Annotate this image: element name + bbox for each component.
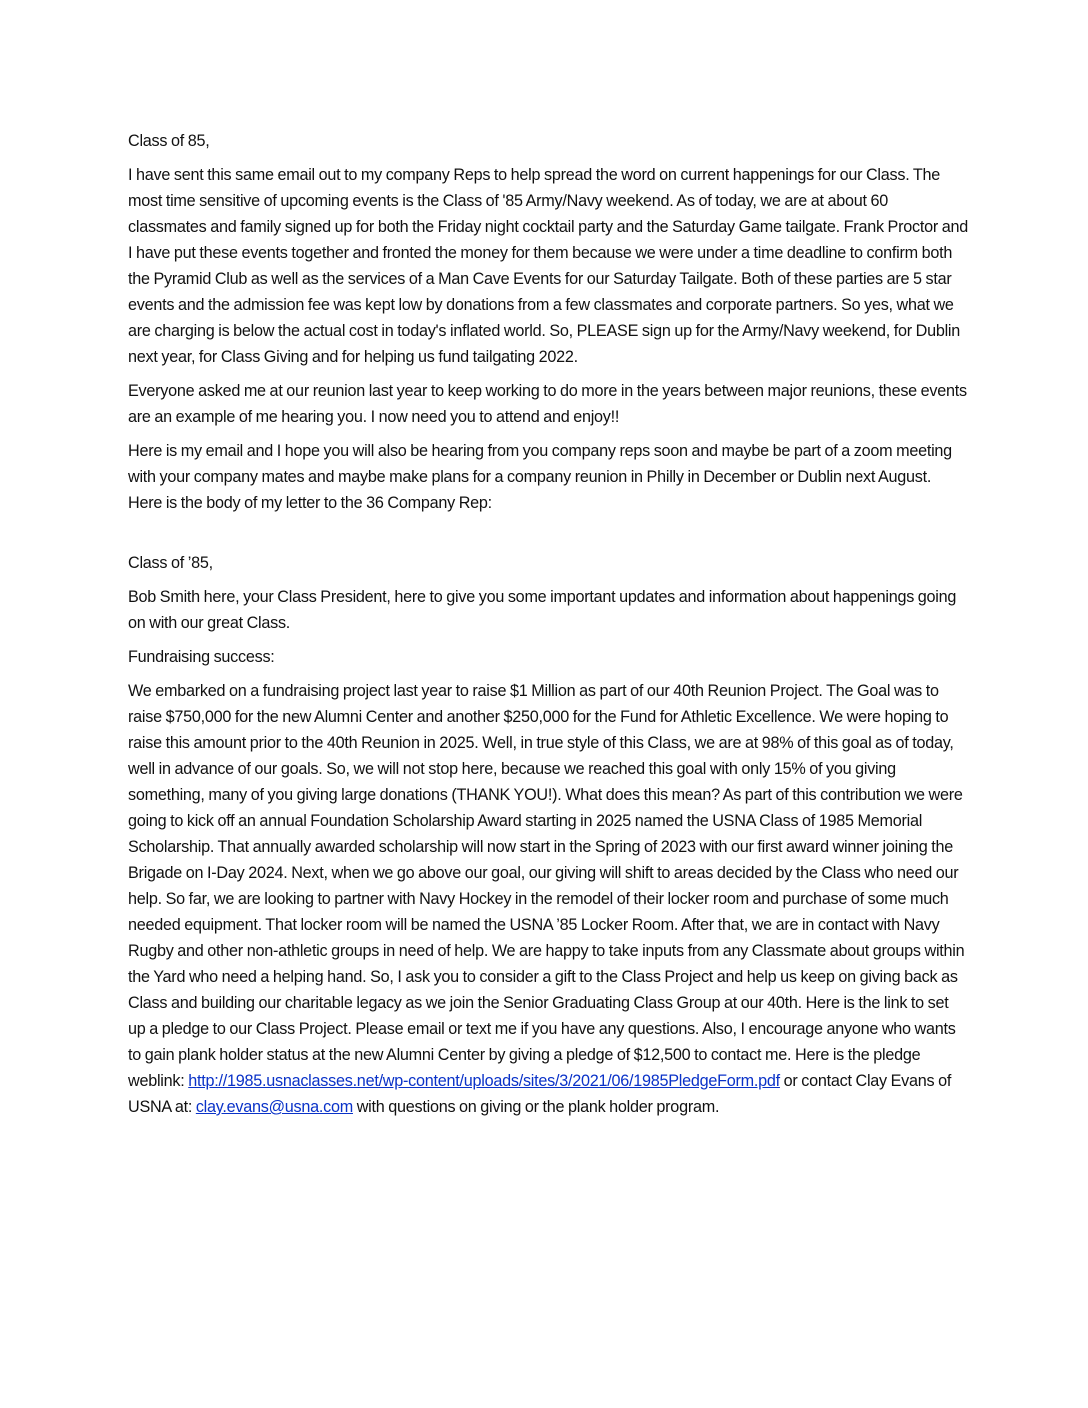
intro-paragraph-1: I have sent this same email out to my company Reps to help spread the word on current happenings for our Class. The most time sensitive of upcoming events is the Class of '85 Army/Navy weekend. As of today, we are at about 60 classmates and family signed up for both the Friday night cocktail party and the Saturday Game tailgate. Frank Proctor and I have put these events together and fronted the money for them because we were under a time deadline to confirm both the Pyramid Club as well as the services of a Man Cave Events for our Saturday Tailgate. Both of these parties are 5 star events and the admission fee was kept low by donations from a few classmates and corporate partners. So yes, what we are charging is below the actual cost in today's inflated world. So, PLEASE sign up for the Army/Navy weekend, for Dublin next year, for Class Giving and for helping us fund tailgating 2022.: [128, 166, 968, 366]
document-page: [128, 128, 968, 1128]
email-link[interactable]: clay.evans@usna.com: [195, 1098, 353, 1116]
letter-salutation: Class of ’85,: [128, 554, 213, 572]
intro-paragraph-3: Here is my email and I hope you will also be hearing from you company reps soon and maybe be part of a zoom meeting with your company mates and maybe make plans for a company reunion in Philly in December or Dublin next August. Here is the body of my letter to the 36 Company Rep:: [128, 442, 952, 512]
pledge-form-link[interactable]: http://1985.usnaclasses.net/wp-content/uploads/sites/3/2021/06/1985PledgeForm.pdf: [188, 1072, 780, 1090]
letter-paragraph-2-text: We embarked on a fundraising project last year to raise $1 Million as part of our 40th Reunion Project. The Goal was to raise $750,000 for the new Alumni Center and another $250,000 for the Fund for Athletic Excellence. We were hoping to raise this amount prior to the 40th Reunion in 2025. Well, in true style of this Class, we are at 98% of this goal as of today, well in advance of our goals. So, we will not stop here, because we reached this goal with only 15% of you giving something, many of you giving large donations (THANK YOU!). What does this mean? As part of this contribution we were going to kick off an annual Foundation Scholarship Award starting in 2025 named the USNA Class of 1985 Memorial Scholarship. That annually awarded scholarship will now start in the Spring of 2023 with our first award winner joining the Brigade on I-Day 2024. Next, when we go above our goal, our giving will shift to areas decided by the Class who need our help. So far, we are looking to partner with Navy Hockey in the remodel of their locker room and purchase of some much needed equipment. That locker room will be named the USNA ’85 Locker Room. After that, we are in contact with Navy Rugby and other non-athletic groups in need of help. We are happy to take inputs from any Classmate about groups within the Yard who need a helping hand. So, I ask you to consider a gift to the Class Project and help us keep on giving back as Class and building our charitable legacy as we join the Senior Graduating Class Group at our 40th. Here is the link to set up a pledge to our Class Project. Please email or text me if you have any questions. Also, I encourage anyone who wants to gain plank holder status at the new Alumni Center by giving a pledge of $12,500 to contact me. Here is the pledge weblink:: [128, 682, 965, 1090]
letter-paragraph-1: Bob Smith here, your Class President, here to give you some important updates and information about happenings going on with our great Class.: [128, 588, 957, 632]
letter-paragraph-2-end: with questions on giving or the plank holder program.: [352, 1098, 720, 1116]
spacer: [128, 524, 968, 550]
letter-paragraph-2-mid: or contact Clay Evans of USNA at:: [128, 1072, 952, 1116]
letter-heading: Fundraising success:: [128, 648, 275, 666]
intro-paragraph-2: Everyone asked me at our reunion last year to keep working to do more in the years between major reunions, these events are an example of me hearing you. I now need you to attend and enjoy!!: [128, 382, 967, 426]
intro-salutation: Class of 85,: [128, 132, 210, 150]
letter-paragraph-2: [128, 678, 968, 1120]
